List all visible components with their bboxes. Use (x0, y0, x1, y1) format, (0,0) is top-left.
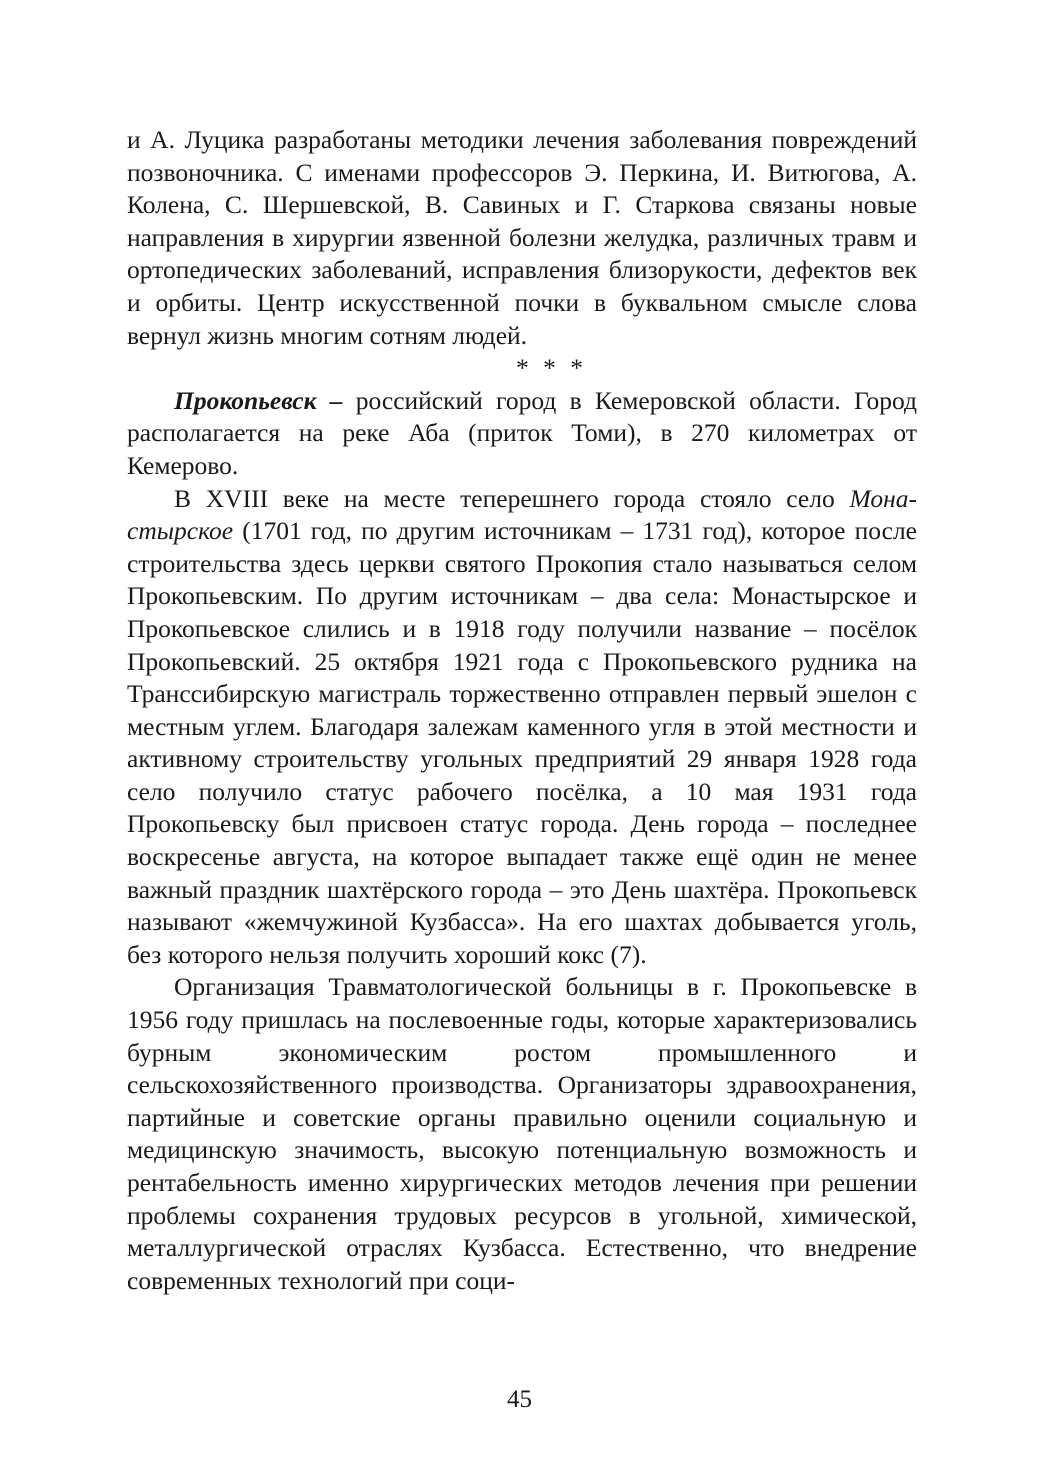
paragraph-text: российский город в Кемеровской области. Город располагается на реке Аба (приток Томи), в 270 километрах от Кемерово. (127, 385, 917, 480)
page-number: 45 (507, 1386, 532, 1413)
page-body (127, 124, 917, 1297)
paragraph-prokopyevsk-intro (127, 385, 917, 483)
paragraph-continuation: и А. Луцика разработаны методики лечения заболевания повреждений позвоночника. С именами профессоров Э. Перкина, И. Витюгова, А. Колена, С. Шершевской, В. Савиных и Г. Старкова связаны новые направления в хирургии язвенной болезни желудка, различных травм и ортопедических заболеваний, исправления близорукости, дефектов век и орбиты. Центр искусственной почки в буквальном смысле слова вернул жизнь многим сотням людей. (127, 125, 917, 350)
paragraph-text: (1701 год, по другим источникам – 1731 год), которое после строительства здесь церкви святого Прокопия стало называться селом Прокопьевским. По другим источникам – два села: Монастырское и Прокопьевское слились и в 1918 году получили название – посёлок Прокопьевский. 25 октября 1921 года с Прокопьевского рудника на Транссибирскую магистраль торжественно отправлен первый эшелон с местным углем. Благодаря залежам каменного угля в этой местности и активному строительству угольных предприятий 29 января 1928 года село получило статус рабочего посёлка, а 10 мая 1931 года Прокопьевску был присвоен статус города. День города – последнее воскресенье августа, на которое выпадает также ещё один не менее важный праздник шахтёрского города – это День шахтёра. Прокопьевск называют «жемчужиной Кузбасса». На его шахтах добывается уголь, без которого нельзя получить хороший кокс (7). (127, 516, 917, 969)
paragraph-history (127, 483, 917, 972)
paragraph-text: В XVIII веке на месте теперешнего города стояло село (174, 483, 850, 513)
section-separator: * * * (516, 353, 587, 383)
italic-village-name: Монастырское (127, 483, 917, 546)
paragraph-hospital: Организация Травматологической больницы в г. Прокопьевске в 1956 году пришлась на послевоенные годы, которые характеризовались бурным экономическим ростом промышленного и сельскохозяйственного производства. Организаторы здравоохранения, партийные и советские органы правильно оценили социальную и медицинскую значимость, высокую потенциальную возможность и рентабельность именно хирургических методов лечения при решении проблемы сохранения трудовых ресурсов в угольной, химической, металлургической отраслях Кузбасса. Естественно, что внедрение современных технологий при соци- (127, 972, 917, 1295)
term-prokopyevsk: Прокопьевск – (174, 385, 343, 415)
